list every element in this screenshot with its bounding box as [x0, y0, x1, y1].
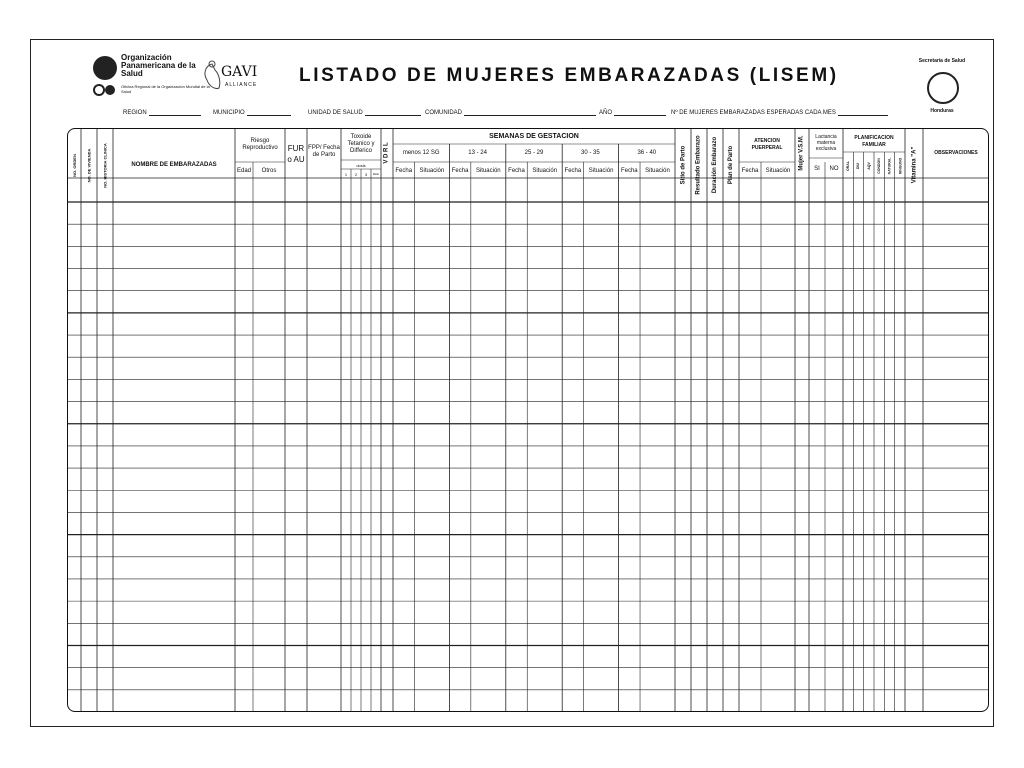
field-anio	[599, 109, 666, 116]
form-sheet	[30, 39, 994, 727]
col-vitamina	[905, 128, 923, 202]
honduras-seal	[917, 58, 967, 120]
method-col	[853, 153, 863, 178]
field-municipio	[213, 109, 291, 116]
method-col	[843, 153, 853, 178]
col-no-historia	[97, 128, 113, 202]
gavi-logo	[201, 58, 271, 98]
col-lactancia: Lactancia materna exclusiva	[815, 134, 837, 152]
field-comunidad	[425, 109, 596, 116]
col-fur: FUR o AU	[287, 144, 305, 164]
field-region-input[interactable]	[149, 109, 201, 116]
seal-top-text: Secretaría de Salud	[918, 58, 966, 64]
col-observaciones: OBSERVACIONES	[934, 149, 978, 156]
method-label: ORAL	[846, 160, 851, 171]
col-sitio-parto-label: Sitio de Parto	[680, 145, 687, 185]
field-municipio-input[interactable]	[247, 109, 291, 116]
field-unidad-label: UNIDAD DE SALUD	[308, 110, 363, 116]
method-label: NATURAL	[887, 157, 892, 174]
col-atencion-fecha: Fecha	[741, 167, 759, 174]
seal-bottom-text: Honduras	[930, 108, 954, 114]
col-lactancia-no: NO	[829, 165, 839, 172]
col-vitamina-label: Vitamina "A"	[911, 146, 917, 184]
field-anio-label: AÑO	[599, 110, 613, 116]
method-col	[884, 153, 894, 178]
col-nombre: NOMBRE DE EMBARAZADAS	[131, 161, 217, 168]
gavi-figure-icon	[201, 60, 223, 94]
col-mujer-vsm-label: Mujer V.S.M.	[799, 135, 805, 171]
method-label: CONDON	[877, 157, 882, 174]
col-plan-parto-label: Plan de Parto	[728, 145, 734, 185]
field-esperadas-input[interactable]	[838, 109, 888, 116]
gavi-name: GAVI	[221, 64, 258, 80]
field-esperadas	[671, 109, 888, 116]
col-semanas: SEMANAS DE GESTACION	[489, 132, 579, 140]
col-dosis-r: Refu	[372, 171, 380, 176]
period-situacion-label: Situación	[588, 167, 614, 174]
col-no-orden	[67, 128, 81, 202]
ops-who-icon	[93, 84, 117, 96]
period-situacion-label: Situación	[419, 167, 445, 174]
field-anio-input[interactable]	[614, 109, 666, 116]
method-label: AQV	[866, 161, 871, 170]
method-col	[864, 153, 874, 178]
period-situacion-label: Situación	[532, 167, 558, 174]
col-dosis-1: 1	[344, 171, 348, 177]
col-atencion: ATENCION PUERPERAL	[751, 138, 783, 151]
col-resultado	[691, 128, 707, 202]
period-fecha-label: Fecha	[395, 167, 413, 174]
col-otros: Otros	[261, 167, 277, 174]
seal-emblem-icon	[927, 72, 959, 104]
period-fecha-label: Fecha	[451, 167, 469, 174]
method-col	[895, 153, 905, 178]
period-fecha-label: Fecha	[564, 167, 582, 174]
col-dosis-2: 2	[354, 171, 358, 177]
field-comunidad-input[interactable]	[464, 109, 596, 116]
ops-title: Organización Panamericana de la Salud	[121, 53, 196, 78]
col-no-orden-label: NO. ORDEN	[71, 153, 77, 177]
col-sitio-parto	[675, 128, 691, 202]
ops-logo	[93, 54, 213, 100]
period-label: 13 - 24	[468, 149, 487, 156]
method-label: NINGUNO	[897, 157, 902, 174]
field-region	[123, 109, 201, 116]
field-municipio-label: MUNICIPIO	[213, 110, 245, 116]
field-esperadas-label: Nº DE MUJERES EMBARAZADAS ESPERADAS CADA MES	[671, 110, 836, 116]
col-fpp: FPP/ Fecha de Parto	[308, 145, 340, 158]
period-fecha-label: Fecha	[508, 167, 525, 174]
col-plan-parto	[723, 128, 739, 202]
period-label: 25 - 29	[524, 149, 544, 156]
gavi-sub: ALLIANCE	[225, 82, 258, 88]
col-dosis: dosis	[356, 162, 366, 168]
field-unidad-input[interactable]	[365, 109, 421, 116]
field-unidad	[308, 109, 421, 116]
col-edad: Edad	[236, 167, 251, 174]
col-resultado-label: Resultado Embarazo	[696, 135, 703, 195]
col-duracion	[707, 128, 723, 202]
period-label: menos 12 SG	[402, 149, 440, 156]
field-comunidad-label: COMUNIDAD	[425, 110, 462, 116]
method-col	[874, 153, 884, 178]
period-label: 36 - 40	[637, 149, 657, 156]
field-region-label: REGION	[123, 110, 147, 116]
col-no-vivienda	[81, 128, 97, 202]
col-vdrl-label: V D R L	[384, 142, 390, 164]
col-vdrl	[381, 128, 393, 178]
period-situacion-label: Situación	[475, 167, 501, 174]
col-planificacion: PLANIFICACION FAMILIAR	[854, 135, 894, 148]
ops-subtitle: Oficina Regional de la Organización Mundial de la Salud	[121, 84, 210, 94]
globe-icon	[93, 56, 117, 80]
col-duracion-label: Duración Embarazo	[712, 136, 719, 194]
col-atencion-situacion: Situación	[765, 167, 791, 174]
page-title: LISTADO DE MUJERES EMBARAZADAS (LISEM)	[299, 65, 839, 86]
col-toxoide: Toxoide Tetanico y Differico	[347, 133, 375, 154]
table-frame	[67, 128, 989, 712]
period-situacion-label: Situación	[645, 167, 670, 174]
col-mujer-vsm	[795, 128, 809, 178]
register-table	[67, 128, 989, 712]
col-riesgo: Riesgo Reproductivo	[242, 138, 278, 151]
col-no-historia-label: NO. HISTORIA CLINICA	[102, 142, 108, 188]
col-no-vivienda-label: NO. DE VIVIENDA	[86, 148, 92, 182]
period-label: 30 - 35	[581, 149, 600, 156]
col-dosis-3: 3	[364, 171, 368, 177]
period-fecha-label: Fecha	[620, 167, 638, 174]
col-lactancia-si: SI	[814, 165, 820, 172]
method-label: DIU	[856, 162, 861, 169]
